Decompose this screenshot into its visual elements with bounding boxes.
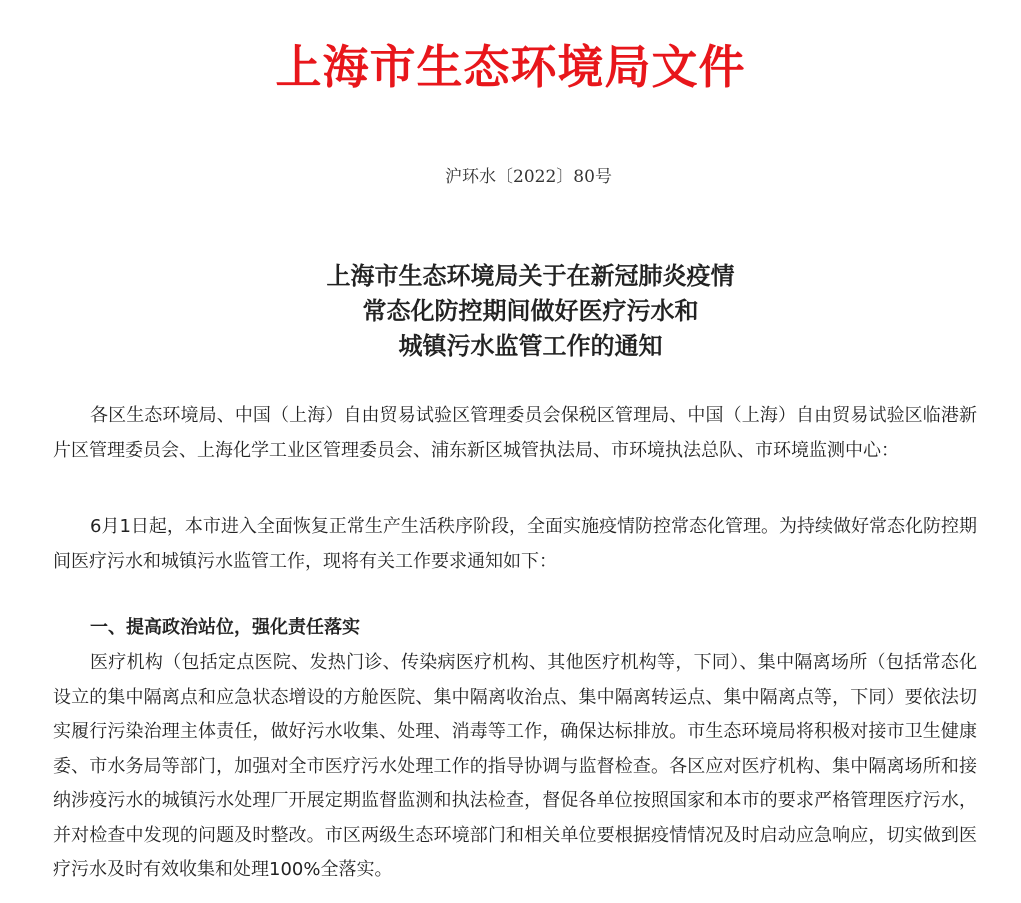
document-title bbox=[0, 258, 1021, 363]
section-1-body: 医疗机构（包括定点医院、发热门诊、传染病医疗机构、其他医疗机构等，下同）、集中隔离场所（包括常态化设立的集中隔离点和应急状态增设的方舱医院、集中隔离收治点、集中隔离转运点、集中隔离点等，下同）要依法切实履行污染治理主体责任，做好污水收集、处理、消毒等工作，确保达标排放。市生态环境局将积极对接市卫生健康委、市水务局等部门，加强对全市医疗污水处理工作的指导协调与监督检查。各区应对医疗机构、集中隔离场所和接纳涉疫污水的城镇污水处理厂开展定期监督监测和执法检查，督促各单位按照国家和本市的要求严格管理医疗污水，并对检查中发现的问题及时整改。市区两级生态环境部门和相关单位要根据疫情情况及时启动应急响应，切实做到医疗污水及时有效收集和处理100%全落实。 bbox=[53, 652, 977, 880]
title-line-3: 城镇污水监管工作的通知 bbox=[398, 331, 663, 360]
addressee-paragraph: 各区生态环境局、中国（上海）自由贸易试验区管理委员会保税区管理局、中国（上海）自由贸易试验区临港新片区管理委员会、上海化学工业区管理委员会、浦东新区城管执法局、市环境执法总队、市环境监测中心： bbox=[53, 405, 977, 461]
intro-paragraph: 6月1日起，本市进入全面恢复正常生产生活秩序阶段，全面实施疫情防控常态化管理。为持续做好常态化防控期间医疗污水和城镇污水监管工作，现将有关工作要求通知如下： bbox=[53, 516, 977, 572]
title-line-1: 上海市生态环境局关于在新冠肺炎疫情 bbox=[326, 261, 735, 290]
section-1-heading: 一、提高政治站位，强化责任落实 bbox=[90, 617, 360, 638]
document-number: 沪环水〔2022〕80号 bbox=[445, 167, 612, 187]
title-line-2: 常态化防控期间做好医疗污水和 bbox=[362, 296, 699, 325]
issuer-header: 上海市生态环境局文件 bbox=[275, 40, 746, 94]
